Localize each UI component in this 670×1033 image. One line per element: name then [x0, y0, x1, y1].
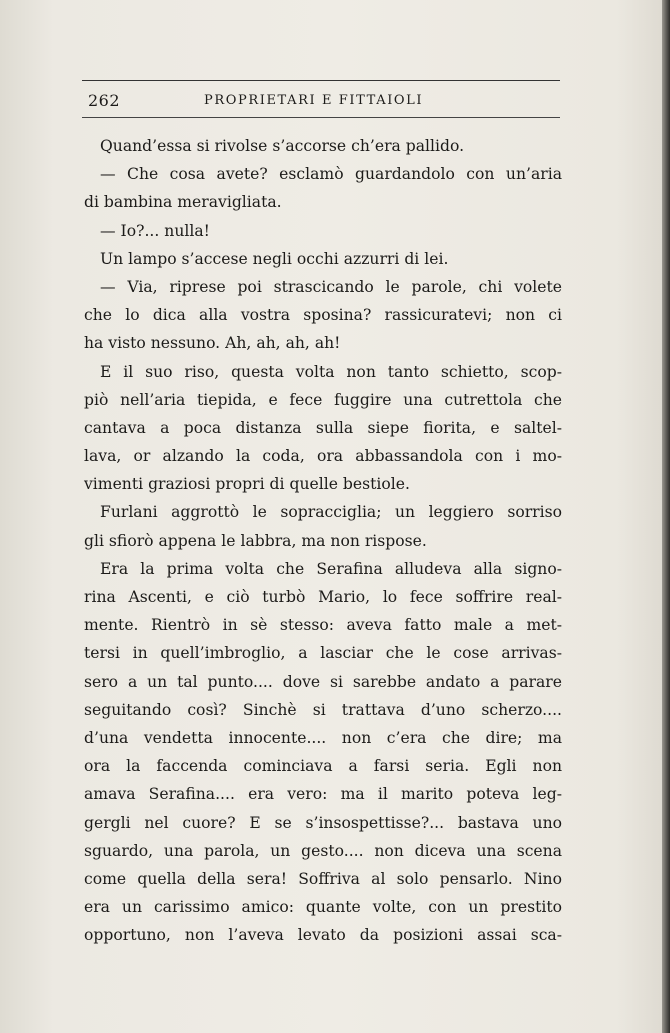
text-line: rina Ascenti, e ciò turbò Mario, lo fece soffrire real- [84, 588, 562, 606]
page-number: 262 [88, 91, 121, 110]
text-line: seguitando così? Sinchè si trattava d’uno scherzo.... [84, 700, 562, 719]
text-line: vimenti graziosi propri di quelle bestiole. [84, 475, 410, 494]
text-line: gli sfiorò appena le labbra, ma non rispose. [84, 531, 427, 550]
text-line: — Io?... nulla! [100, 221, 210, 240]
text-line: gergli nel cuore? E se s’insospettisse?... bastava uno [84, 813, 562, 832]
text-line: Quand’essa si rivolse s’accorse ch’era pallido. [100, 137, 465, 155]
text-line: Era la prima volta che Serafina alludeva alla signo- [100, 559, 562, 578]
text-line: che lo dica alla vostra sposina? rassicuratevi; non ci [84, 306, 562, 325]
text-line: E il suo riso, questa volta non tanto schietto, scop- [100, 362, 562, 381]
text-line: sero a un tal punto.... dove si sarebbe andato a parare [84, 672, 562, 691]
text-line: cantava a poca distanza sulla siepe fiorita, e saltel- [84, 418, 562, 437]
text-line: lava, or alzando la coda, ora abbassandola con i mo- [84, 447, 562, 466]
text-line: mente. Rientrò in sè stesso: aveva fatto male a met- [84, 616, 562, 635]
text-line: di bambina meravigliata. [84, 193, 282, 212]
text-line: — Che cosa avete? esclamò guardandolo con un’aria [100, 165, 562, 184]
text-line: come quella della sera! Soffriva al solo pensarlo. Nino [84, 869, 562, 888]
text-line: Un lampo s’accese negli occhi azzurri di lei. [100, 249, 449, 268]
text-line: — Via, riprese poi strascicando le parole, chi volete [100, 277, 562, 296]
text-line: ora la faccenda cominciava a farsi seria. Egli non [84, 757, 562, 776]
body-text [84, 132, 562, 949]
text-line: amava Serafina.... era vero: ma il marito poteva leg- [84, 785, 562, 804]
text-line: Furlani aggrottò le sopracciglia; un leggiero sorriso [100, 503, 562, 522]
text-line: ha visto nessuno. Ah, ah, ah, ah! [84, 334, 341, 353]
running-title: PROPRIETARI E FITTAIOLI [204, 93, 424, 108]
text-line: d’una vendetta innocente.... non c’era che dire; ma [84, 728, 562, 747]
top-rule [82, 80, 560, 81]
page-header [84, 90, 560, 114]
text-line: tersi in quell’imbroglio, a lasciar che le cose arrivas- [84, 644, 562, 663]
header-rule [82, 117, 560, 118]
page-edge-shadow [662, 0, 670, 1033]
text-line: sguardo, una parola, un gesto.... non diceva una scena [84, 841, 562, 860]
text-line: opportuno, non l’aveva levato da posizioni assai sca- [84, 926, 562, 945]
text-line: era un carissimo amico: quante volte, con un prestito [84, 898, 562, 917]
text-line: piò nell’aria tiepida, e fece fuggire una cutrettola che [84, 390, 562, 409]
